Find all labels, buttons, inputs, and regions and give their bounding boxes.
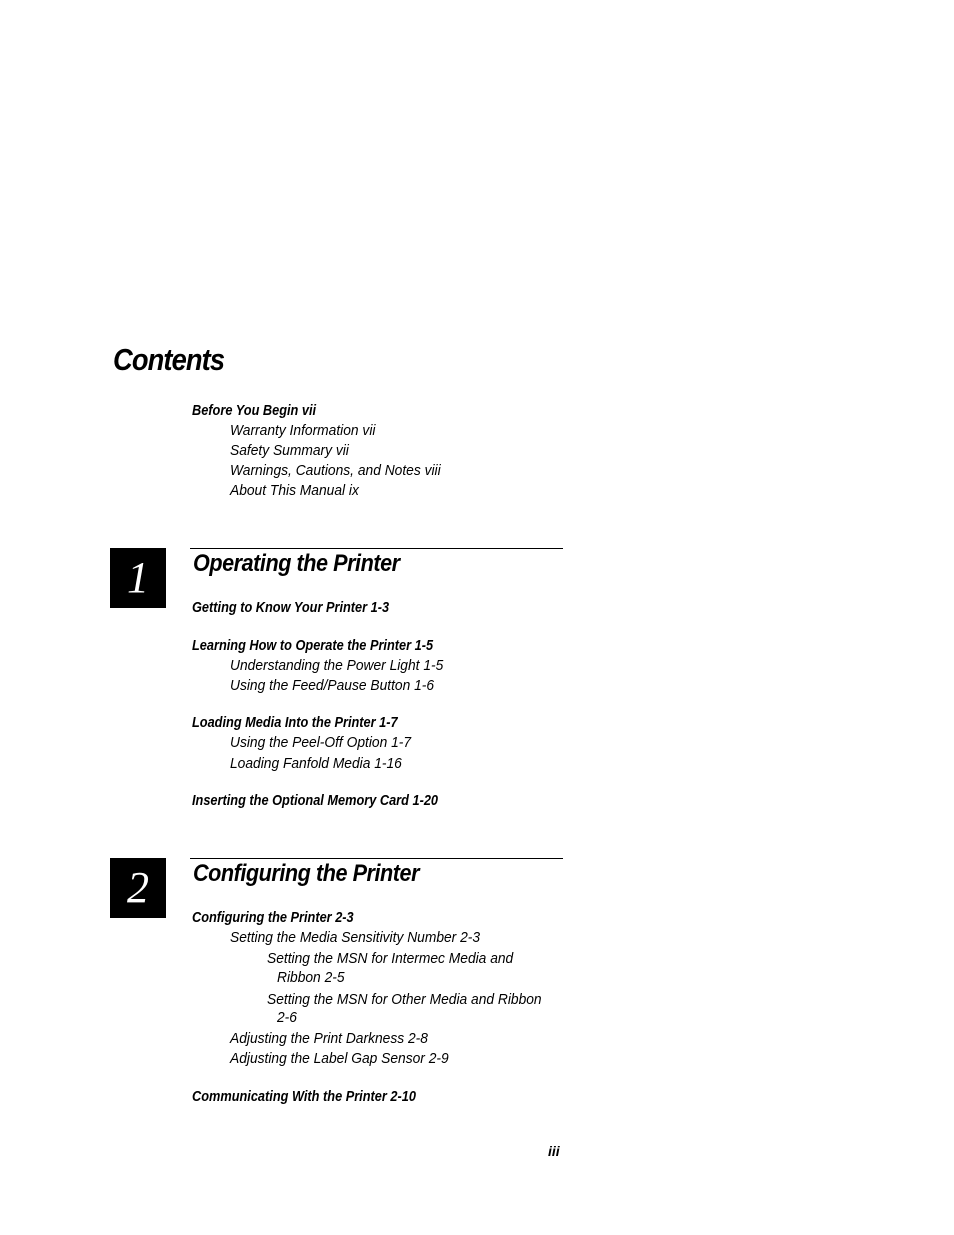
toc-heading-learning-to-operate[interactable]: Learning How to Operate the Printer 1-5 bbox=[192, 638, 434, 654]
toc-item-safety-summary[interactable]: Safety Summary vii bbox=[230, 442, 349, 459]
chapter-1-rule bbox=[190, 548, 563, 549]
toc-heading-memory-card[interactable]: Inserting the Optional Memory Card 1-20 bbox=[192, 793, 439, 809]
toc-item-about-manual[interactable]: About This Manual ix bbox=[230, 482, 359, 499]
page-number: iii bbox=[548, 1143, 560, 1159]
toc-item-msn[interactable]: Setting the Media Sensitivity Number 2-3 bbox=[230, 929, 481, 946]
toc-subitem-msn-other[interactable]: Setting the MSN for Other Media and Ribbon bbox=[267, 991, 542, 1008]
chapter-2-rule bbox=[190, 858, 563, 859]
toc-subitem-msn-intermec-cont[interactable]: Ribbon 2-5 bbox=[277, 969, 345, 986]
toc-subitem-msn-other-cont[interactable]: 2-6 bbox=[277, 1009, 297, 1026]
toc-heading-configuring[interactable]: Configuring the Printer 2-3 bbox=[192, 910, 354, 926]
toc-item-warnings[interactable]: Warnings, Cautions, and Notes viii bbox=[230, 462, 441, 479]
page-title: Contents bbox=[113, 342, 225, 377]
chapter-2-title[interactable]: Configuring the Printer bbox=[193, 860, 420, 887]
toc-item-power-light[interactable]: Understanding the Power Light 1-5 bbox=[230, 657, 444, 674]
toc-item-print-darkness[interactable]: Adjusting the Print Darkness 2-8 bbox=[230, 1030, 428, 1047]
toc-item-fanfold[interactable]: Loading Fanfold Media 1-16 bbox=[230, 755, 402, 772]
toc-heading-communicating[interactable]: Communicating With the Printer 2-10 bbox=[192, 1089, 416, 1105]
toc-item-warranty[interactable]: Warranty Information vii bbox=[230, 422, 376, 439]
toc-subitem-msn-intermec[interactable]: Setting the MSN for Intermec Media and bbox=[267, 950, 514, 967]
chapter-1-title[interactable]: Operating the Printer bbox=[193, 550, 400, 577]
toc-heading-loading-media[interactable]: Loading Media Into the Printer 1-7 bbox=[192, 715, 398, 731]
toc-item-peel-off[interactable]: Using the Peel-Off Option 1-7 bbox=[230, 734, 412, 751]
chapter-2-number-box bbox=[110, 858, 166, 918]
toc-item-label-gap[interactable]: Adjusting the Label Gap Sensor 2-9 bbox=[230, 1050, 449, 1067]
toc-item-feed-pause[interactable]: Using the Feed/Pause Button 1-6 bbox=[230, 677, 435, 694]
toc-heading-before-you-begin[interactable]: Before You Begin vii bbox=[192, 403, 317, 419]
chapter-2-number: 2 bbox=[127, 863, 149, 912]
chapter-1-number: 1 bbox=[127, 553, 149, 602]
toc-heading-getting-to-know[interactable]: Getting to Know Your Printer 1-3 bbox=[192, 600, 390, 616]
chapter-1-number-box bbox=[110, 548, 166, 608]
